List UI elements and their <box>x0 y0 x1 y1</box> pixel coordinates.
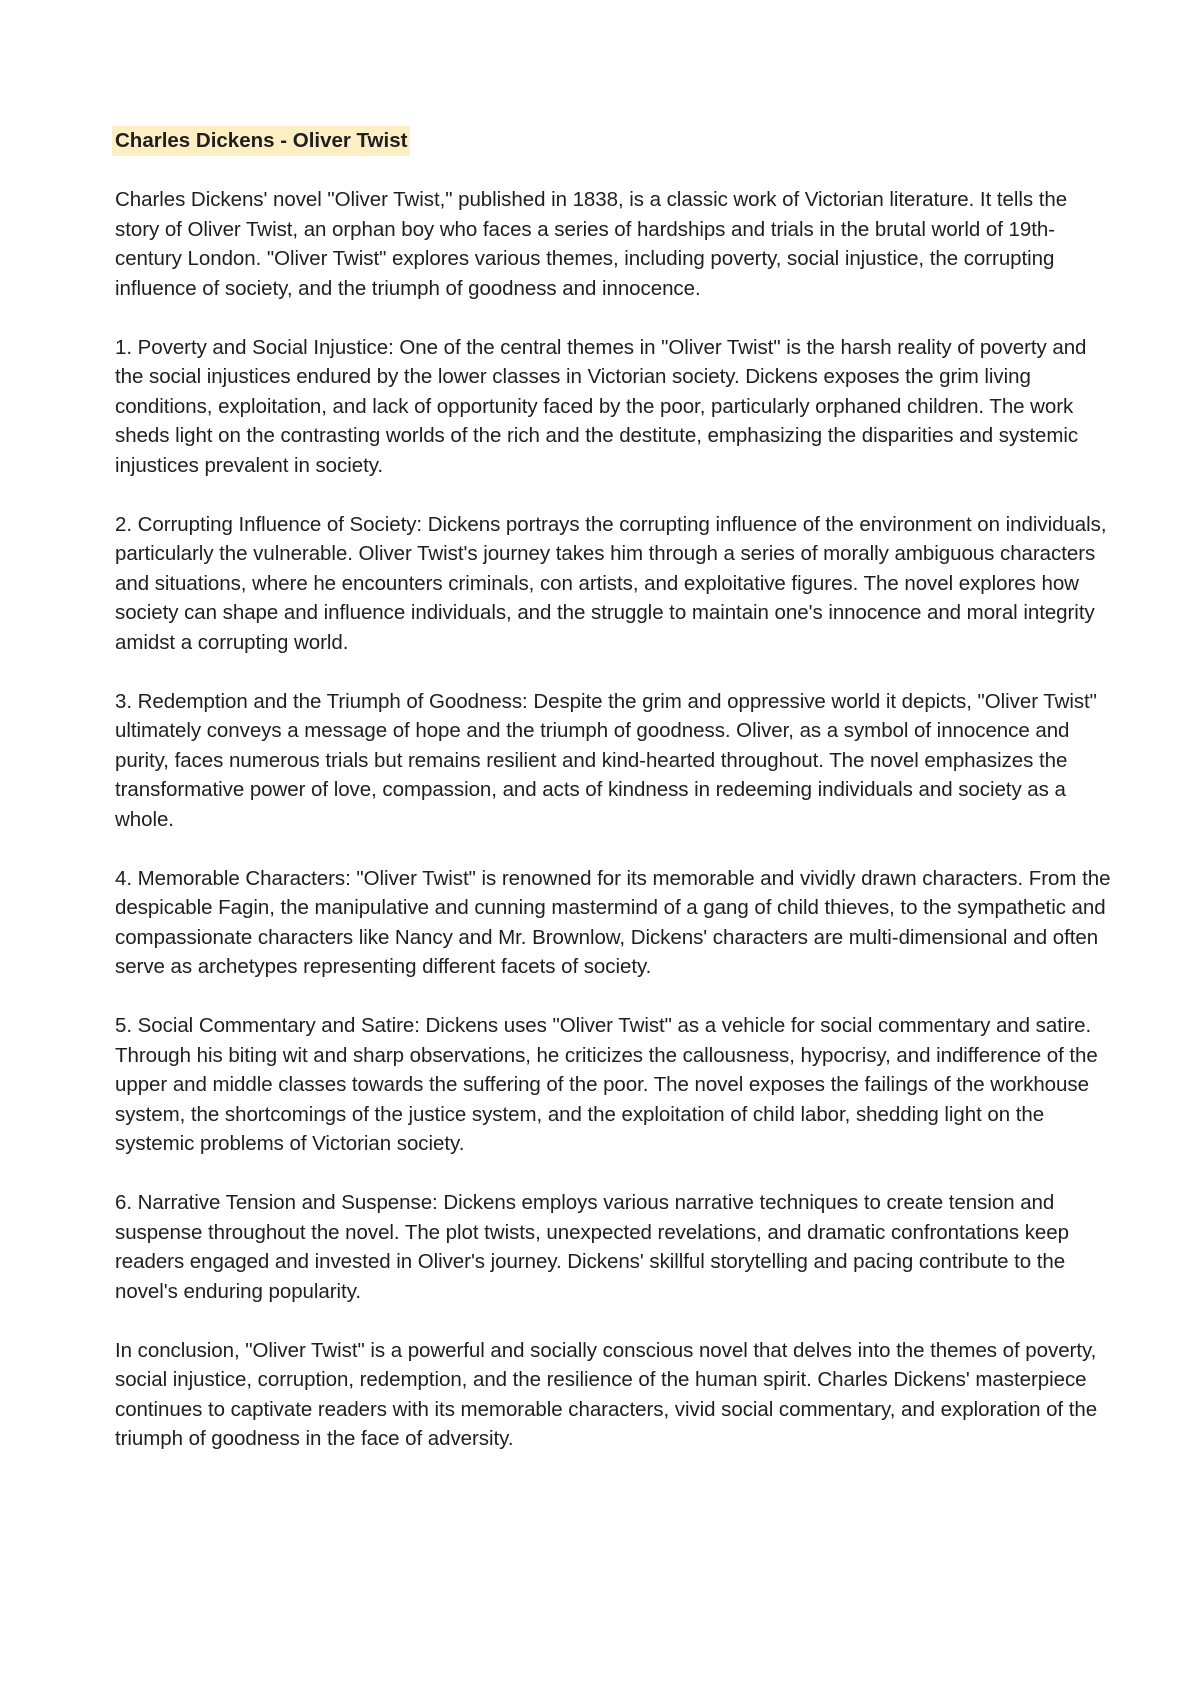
paragraph-memorable-characters: 4. Memorable Characters: "Oliver Twist" is renowned for its memorable and vividly drawn characters. From the despicable Fagin, the manipulative and cunning mastermind of a gang of child thieves, to the sympathetic and compassionate characters like Nancy and Mr. Brownlow, Dickens' characters are multi-dimensional and often serve as archetypes representing different facets of society. <box>115 866 1111 978</box>
intro-paragraph: Charles Dickens' novel "Oliver Twist," published in 1838, is a classic work of Victorian literature. It tells the story of Oliver Twist, an orphan boy who faces a series of hardships and trials in the brutal world of 19th-century London. "Oliver Twist" explores various themes, including poverty, social injustice, the corrupting influence of society, and the triumph of goodness and innocence. <box>115 188 1068 300</box>
document-title: Charles Dickens - Oliver Twist <box>112 126 410 156</box>
title-spacer <box>115 156 1115 185</box>
paragraph-social-commentary: 5. Social Commentary and Satire: Dickens uses "Oliver Twist" as a vehicle for social commentary and satire. Through his biting wit and sharp observations, he criticizes the callousness, hypocrisy, and indifference of the upper and middle classes towards the suffering of the poor. The novel exposes the failings of the workhouse system, the shortcomings of the justice system, and the exploitation of child labor, shedding light on the systemic problems of Victorian society. <box>115 1014 1098 1155</box>
document-page <box>115 126 1115 1454</box>
conclusion-paragraph: In conclusion, "Oliver Twist" is a powerful and socially conscious novel that delves into the themes of poverty, social injustice, corruption, redemption, and the resilience of the human spirit. Charles Dickens' masterpiece continues to captivate readers with its memorable characters, vivid social commentary, and exploration of the triumph of goodness in the face of adversity. <box>115 1338 1098 1450</box>
paragraph-narrative-tension: 6. Narrative Tension and Suspense: Dickens employs various narrative techniques to create tension and suspense throughout the novel. The plot twists, unexpected revelations, and dramatic confrontations keep readers engaged and invested in Oliver's journey. Dickens' skillful storytelling and pacing contribute to the novel's enduring popularity. <box>115 1191 1069 1303</box>
paragraph-redemption-goodness: 3. Redemption and the Triumph of Goodness: Despite the grim and oppressive world it depicts, "Oliver Twist" ultimately conveys a message of hope and the triumph of goodness. Oliver, as a symbol of innocence and purity, faces numerous trials but remains resilient and kind-hearted throughout. The novel emphasizes the transformative power of love, compassion, and acts of kindness in redeeming individuals and society as a whole. <box>115 689 1097 831</box>
paragraph-poverty-social-injustice: 1. Poverty and Social Injustice: One of the central themes in "Oliver Twist" is the harsh reality of poverty and the social injustices endured by the lower classes in Victorian society. Dickens exposes the grim living conditions, exploitation, and lack of opportunity faced by the poor, particularly orphaned children. The work sheds light on the contrasting worlds of the rich and the destitute, emphasizing the disparities and systemic injustices prevalent in society. <box>115 335 1087 477</box>
paragraph-corrupting-influence: 2. Corrupting Influence of Society: Dickens portrays the corrupting influence of the environment on individuals, particularly the vulnerable. Oliver Twist's journey takes him through a series of morally ambiguous characters and situations, where he encounters criminals, con artists, and exploitative figures. The novel explores how society can shape and influence individuals, and the struggle to maintain one's innocence and moral integrity amidst a corrupting world. <box>115 512 1107 654</box>
